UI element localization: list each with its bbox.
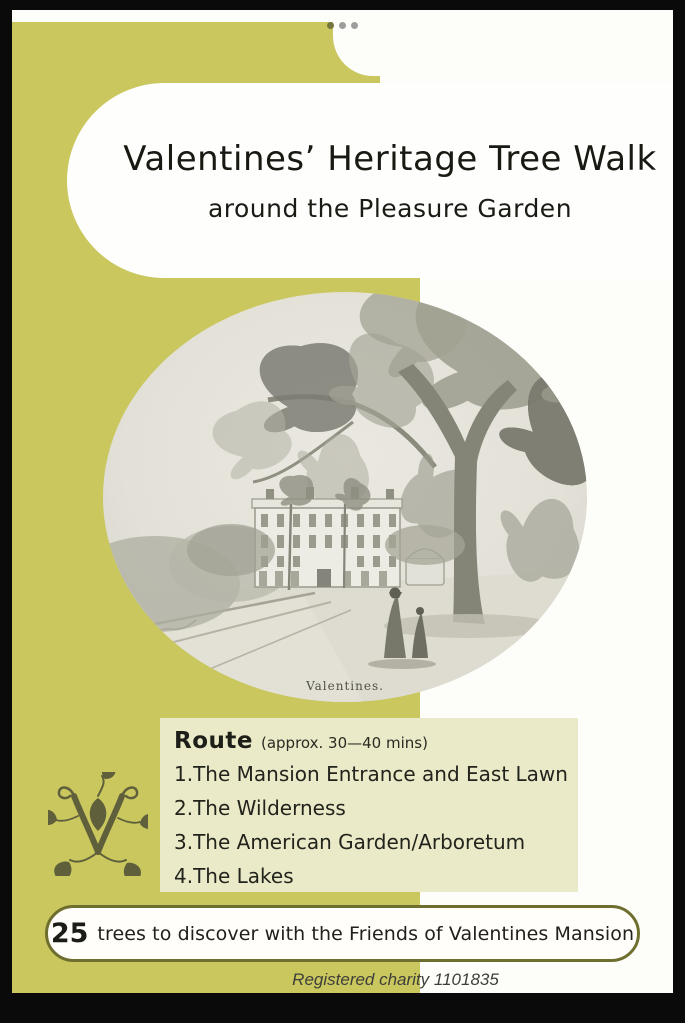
route-item-2: 2.The Wilderness [174, 796, 346, 820]
banner-message: trees to discover with the Friends of Valentines Mansion [97, 922, 635, 945]
route-header [174, 728, 570, 754]
route-item-4: 4.The Lakes [174, 864, 294, 888]
olive-top-block [12, 22, 380, 90]
ivy-monogram-icon [48, 772, 148, 876]
title-card [67, 83, 673, 278]
carousel-dot[interactable] [351, 22, 358, 29]
page-title: Valentines’ Heritage Tree Walk [123, 138, 657, 179]
engraving-caption: Valentines. [306, 679, 384, 693]
carousel-dot-active[interactable] [327, 22, 334, 29]
route-heading: Route [174, 728, 253, 754]
page-subtitle: around the Pleasure Garden [207, 193, 573, 223]
route-item-3: 3.The American Garden/Arboretum [174, 830, 526, 854]
carousel-dot[interactable] [339, 22, 346, 29]
tree-count: 25 [50, 918, 89, 949]
registered-charity-text: Registered charity 1101835 [292, 970, 499, 989]
poster-page [12, 10, 673, 993]
route-box [160, 718, 578, 892]
route-duration-note: (approx. 30—40 mins) [260, 734, 428, 752]
route-item-1: 1.The Mansion Entrance and East Lawn [174, 762, 568, 786]
mansion-engraving [103, 292, 587, 702]
white-notch [333, 10, 673, 76]
footer-banner [45, 905, 640, 962]
